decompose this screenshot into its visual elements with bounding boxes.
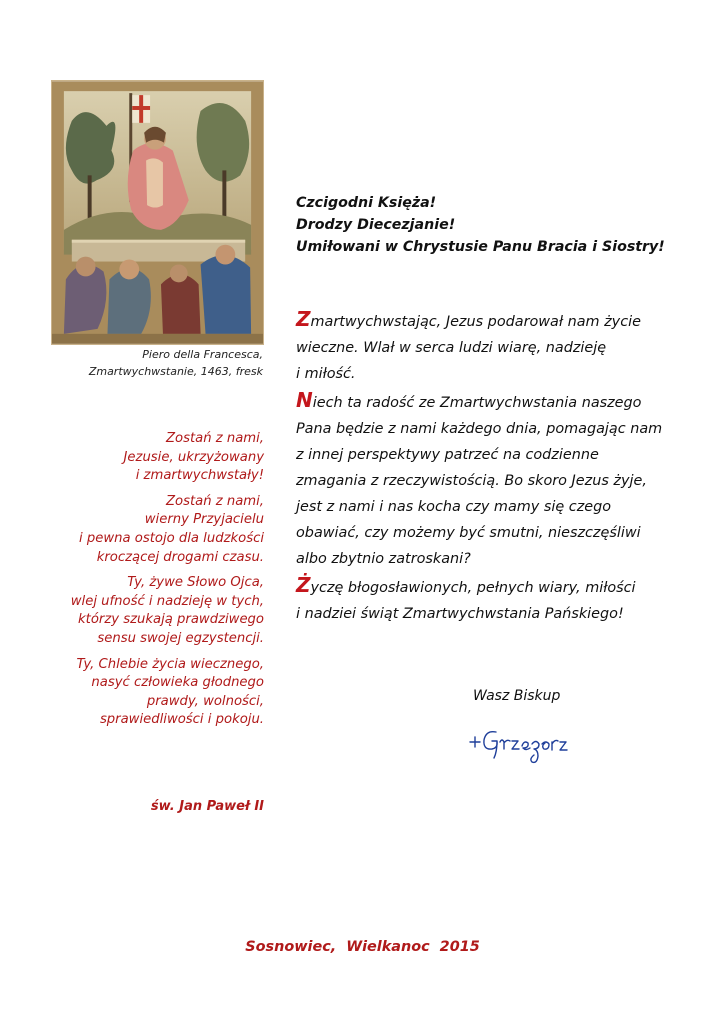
letter-line xyxy=(296,306,696,335)
letter-text: iech ta radość ze Zmartwychwstania naszego xyxy=(312,395,642,411)
letter-text: yczę błogosławionych, pełnych wiary, miłości xyxy=(310,580,636,596)
letter-line: albo zbytnio zatroskani? xyxy=(296,551,471,567)
letter-line: i nadziei świąt Zmartwychwstania Pańskiego! xyxy=(296,606,624,622)
greeting-line: Umiłowani w Chrystusie Panu Bracia i Siostry! xyxy=(296,239,665,255)
closing-salutation: Wasz Biskup xyxy=(473,688,561,704)
poem-line: sensu swojej egzystencji. xyxy=(97,630,264,646)
poem-line: wierny Przyjacielu xyxy=(144,512,264,528)
poem-line: Jezusie, ukrzyżowany xyxy=(123,449,264,465)
poem-line: Ty, żywe Słowo Ojca, xyxy=(127,575,264,591)
letter-line: zmagania z rzeczywistością. Bo skoro Jezus żyje, xyxy=(296,473,647,489)
caption-line: Piero della Francesca, xyxy=(142,348,263,361)
painting-caption xyxy=(30,346,263,380)
poem-line: którzy szukają prawdziwego xyxy=(78,612,264,628)
poem-author: św. Jan Paweł II xyxy=(150,799,264,814)
letter-line: i miłość. xyxy=(296,366,356,382)
handwritten-signature xyxy=(466,722,570,774)
poem-stanza xyxy=(20,430,264,486)
poem-stanza xyxy=(20,656,264,730)
caption-line: Zmartwychwstanie, 1463, fresk xyxy=(88,365,263,378)
greeting-line: Drodzy Diecezjanie! xyxy=(296,217,456,233)
place-date-footer: Sosnowiec, Wielkanoc 2015 xyxy=(245,939,480,955)
letter-line: jest z nami i nas kocha czy mamy się czego xyxy=(296,499,612,515)
poem-line: nasyć człowieka głodnego xyxy=(91,675,264,691)
poem-stanza xyxy=(20,574,264,648)
letter-line: wieczne. Wlał w serca ludzi wiarę, nadzieję xyxy=(296,340,607,356)
letter-line xyxy=(296,572,696,601)
letter-text: martwychwstając, Jezus podarował nam życie xyxy=(310,314,641,330)
poem-line: kroczącej drogami czasu. xyxy=(96,549,264,565)
drop-initial: N xyxy=(296,388,313,412)
poem-line: sprawiedliwości i pokoju. xyxy=(99,712,264,728)
letter-line: z innej perspektywy patrzeć na codzienne xyxy=(296,447,599,463)
drop-initial: Ż xyxy=(296,573,311,597)
signature-icon xyxy=(466,722,570,774)
letter-line xyxy=(296,387,696,416)
letter-line: Pana będzie z nami każdego dnia, pomagając nam xyxy=(296,421,663,437)
prayer-poem xyxy=(20,430,264,737)
poem-line: i pewna ostojo dla ludzkości xyxy=(79,530,264,546)
letter-line: obawiać, czy możemy być smutni, nieszczęśliwi xyxy=(296,525,641,541)
greeting-line: Czcigodni Księża! xyxy=(296,195,437,211)
poem-line: Zostań z nami, xyxy=(165,493,264,509)
letter-body xyxy=(296,306,696,627)
letter-greeting xyxy=(296,192,665,258)
poem-line: prawdy, wolności, xyxy=(146,693,264,709)
poem-line: Ty, Chlebie życia wiecznego, xyxy=(76,656,264,672)
poem-stanza xyxy=(20,493,264,567)
poem-line: wlej ufność i nadzieję w tych, xyxy=(70,593,264,609)
drop-initial: Z xyxy=(296,307,311,331)
poem-line: i zmartwychwstały! xyxy=(135,468,264,484)
resurrection-painting-icon xyxy=(52,81,263,344)
poem-line: Zostań z nami, xyxy=(165,431,264,446)
resurrection-painting xyxy=(51,80,264,345)
